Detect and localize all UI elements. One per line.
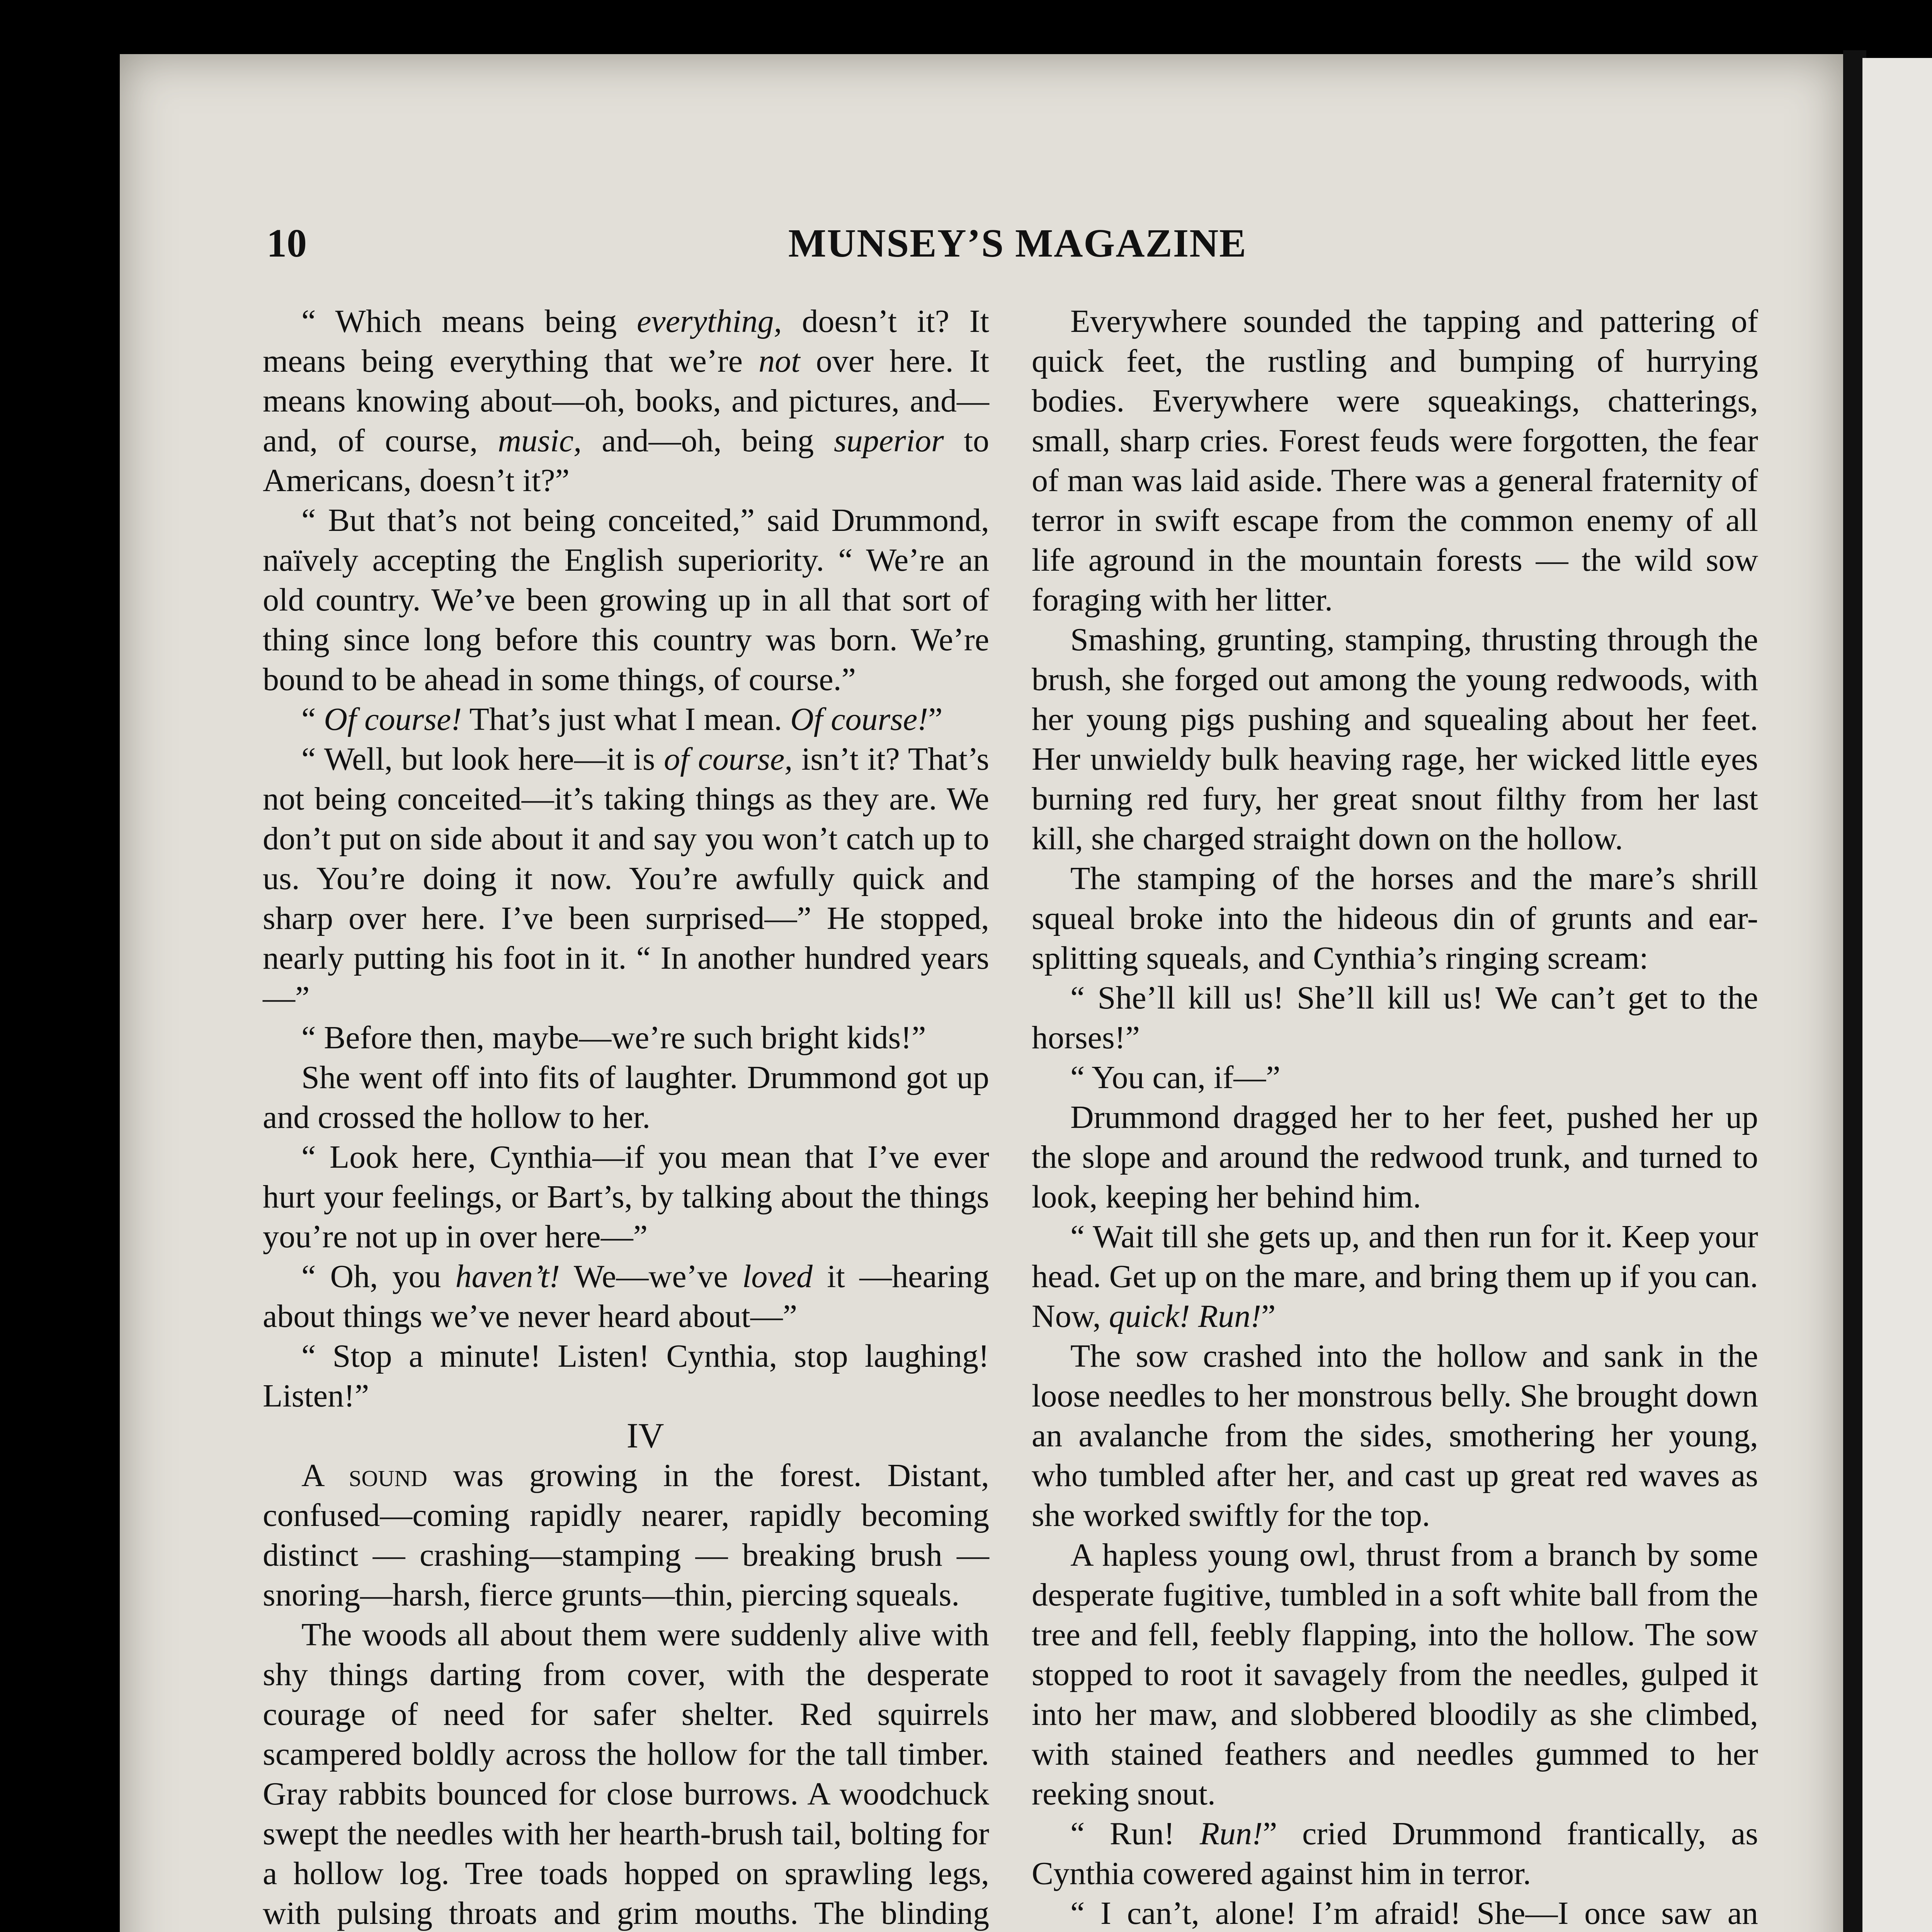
paragraph: “ Which means being everything, doesn’t it? It means being everything that we’re not over here. It means knowing about—oh, books, and pictures, and—and, of course, music, and—oh, being superior to Americans, doesn’t it?”: [263, 303, 990, 498]
paragraph: “ But that’s not being conceited,” said Drummond, naïvely accepting the English superiority. “ We’re an old country. We’ve been growing up in all that sort of thing since long before this country was born. We’re bound to be ahead in some things, of course.”: [263, 502, 989, 697]
section-heading: IV: [626, 1416, 664, 1455]
paragraph: “ She’ll kill us! She’ll kill us! We can’t get to the horses!”: [1032, 980, 1758, 1056]
page-number: 10: [267, 221, 307, 265]
paragraph: “ Run! Run!” cried Drummond frantically, as Cynthia cowered against him in terror.: [1032, 1816, 1758, 1891]
paragraph: She went off into fits of laughter. Drummond got up and crossed the hollow to her.: [263, 1060, 989, 1135]
next-page-edge: [1862, 58, 1932, 1932]
paragraph: Smashing, grunting, stamping, thrusting through the brush, she forged out among the young redwoods, with her young pigs pushing and squealing about her feet. Her unwieldy bulk heaving rage, her wicked little eyes burning red fury, her great snout filthy from her last kill, she charged straight down on the hollow.: [1032, 622, 1758, 857]
paragraph: Drummond dragged her to her feet, pushed her up the slope and around the redwood trunk, and turned to look, keeping her behind him.: [1032, 1099, 1758, 1215]
paragraph: “ Oh, you haven’t! We—we’ve loved it —hearing about things we’ve never heard about—”: [263, 1259, 989, 1334]
paragraph: The woods all about them were suddenly alive with shy things darting from cover, with the desperate courage of need for safer shelter. Red squirrels scampered boldly across the hollow for the tall timber. Gray rabbits bounced for close burrows. A woodchuck swept the needles with her hearth-brush tail, bolting for a hollow log. Tree toads hopped on sprawling legs, with pulsing throats and grim mouths. The blinding: [263, 1617, 989, 1931]
paragraph: “ Wait till she gets up, and then run for it. Keep your head. Get up on the mare, and bring them up if you can. Now, quick! Run!”: [1032, 1219, 1758, 1334]
paragraph: The sow crashed into the hollow and sank in the loose needles to her monstrous belly. She brought down an avalanche from the sides, smothering her young, who tumbled after her, and cast up great red waves as she worked swiftly for the top.: [1032, 1338, 1758, 1533]
paragraph: The stamping of the horses and the mare’s shrill squeal broke into the hideous din of grunts and ear-splitting squeals, and Cynthia’s ringing scream:: [1032, 861, 1758, 976]
text-column-right: [1032, 301, 1758, 1932]
paragraph: “ I can’t, alone! I’m afraid! She—I once saw an: [1070, 1895, 1758, 1931]
paragraph: Everywhere sounded the tapping and pattering of quick feet, the rustling and bumping of hurrying bodies. Everywhere were squeakings, chatterings, small, sharp cries. Forest feuds were forgotten, the fear of man was laid aside. There was a general fraternity of terror in swift escape from the common enemy of all life aground in the mountain forests — the wild sow foraging with her litter.: [1032, 303, 1758, 618]
paragraph: “ Well, but look here—it is of course, isn’t it? That’s not being conceited—it’s taking things as they are. We don’t put on side about it and say you won’t catch up to us. You’re doing it now. You’re awfully quick and sharp over here. I’ve been surprised—” He stopped, nearly putting his foot in it. “ In another hundred years—”: [263, 741, 989, 1016]
paragraph: A hapless young owl, thrust from a branch by some desperate fugitive, tumbled in a soft white ball from the tree and fell, feebly flapping, into the hollow. The sow stopped to root it savagely from the needles, gulped it into her maw, and slobbered bloodily as she climbed, with stained feathers and needles gummed to her reeking snout.: [1032, 1537, 1758, 1812]
paragraph: “ Of course! That’s just what I mean. Of course!”: [301, 701, 943, 737]
paragraph: A sound was growing in the forest. Distant, confused—coming rapidly nearer, rapidly becoming distinct — crashing—stamping — breaking brush — snoring—harsh, fierce grunts—thin, piercing squeals.: [263, 1458, 989, 1613]
paragraph: “ Stop a minute! Listen! Cynthia, stop laughing! Listen!”: [263, 1338, 989, 1414]
running-head: MUNSEY’S MAGAZINE: [788, 221, 1247, 265]
paragraph: “ You can, if—”: [1070, 1060, 1281, 1095]
paragraph: “ Before then, maybe—we’re such bright kids!”: [301, 1020, 926, 1056]
text-column-left: [263, 301, 989, 1932]
paragraph: “ Look here, Cynthia—if you mean that I’ve ever hurt your feelings, or Bart’s, by talking about the things you’re not up in over here—”: [263, 1139, 989, 1255]
